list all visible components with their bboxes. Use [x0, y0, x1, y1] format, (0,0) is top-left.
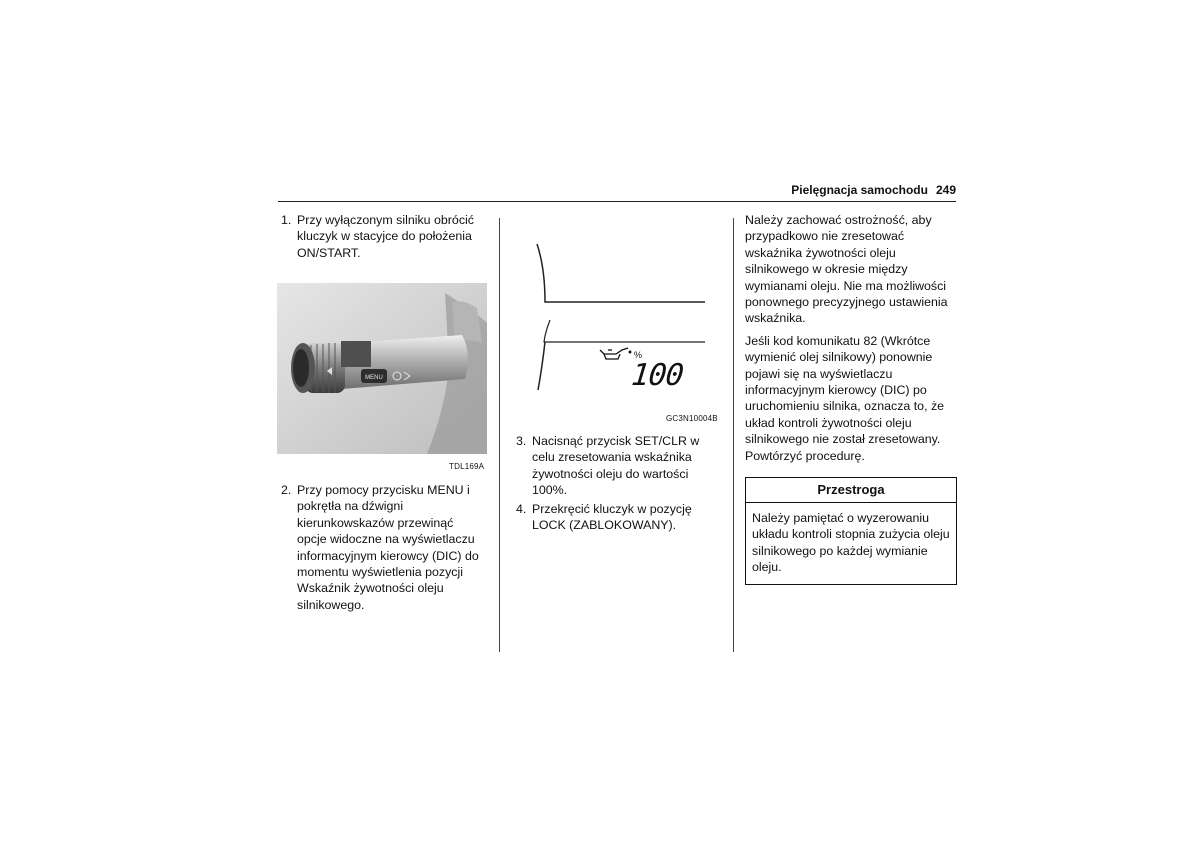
display-percent-sign: % — [634, 350, 643, 360]
step-2-number: 2. — [281, 483, 292, 497]
paragraph-2: Jeśli kod komunikatu 82 (Wkrótce wymienić olej silnikowy) ponownie pojawi się na wyświetlaczu informacyjnym kierowcy (DIC) po uruchomieniu silnika, oznacza to, że układ kontroli żywotności oleju silnikowego nie został zresetowany. Powtórzyć procedurę. — [745, 333, 945, 463]
step-1-text: Przy wyłączonym silniku obrócić kluczyk w stacyjce do położenia ON/START. — [297, 213, 474, 260]
dic-display-illustration — [520, 238, 725, 398]
paragraph-1: Należy zachować ostrożność, aby przypadkowo nie zresetować wskaźnika żywotności oleju silnikowego w okresie między wymianami oleju. Nie ma możliwości ponownego precyzyjnego ustawienia wskaźnika. — [745, 213, 948, 326]
display-value: 100 — [629, 358, 685, 393]
turn-signal-stalk-photo — [277, 283, 487, 454]
column-3-text — [745, 212, 957, 470]
oil-can-icon — [600, 348, 631, 359]
step-3-text: Nacisnąć przycisk SET/CLR w celu zresetowania wskaźnika żywotności oleju do wartości 100%. — [532, 434, 700, 498]
step-1-number: 1. — [281, 213, 292, 227]
photo-caption: TDL169A — [449, 462, 485, 471]
warning-title: Przestroga — [746, 478, 956, 503]
turn-signal-stalk-illustration — [277, 283, 487, 454]
section-title: Pielęgnacja samochodu — [791, 183, 928, 197]
step-2-text: Przy pomocy przycisku MENU i pokrętła na dźwigni kierunkowskazów przewinąć opcje widoczne na wyświetlaczu informacyjnym kierowcy (DIC) do momentu wyświetlenia pozycji Wskaźnik żywotności oleju silnikowego. — [297, 483, 479, 612]
step-2 — [281, 482, 486, 615]
warning-box — [745, 477, 957, 585]
step-4-number: 4. — [516, 501, 527, 516]
page-number: 249 — [935, 183, 956, 197]
page-header — [760, 183, 956, 197]
step-1 — [281, 212, 486, 263]
dic-display-figure — [520, 238, 725, 398]
warning-body: Należy pamiętać o wyzerowaniu układu kontroli stopnia zużycia oleju silnikowego po każdej wymianie oleju. — [752, 511, 950, 575]
figure-caption: GC3N10004B — [666, 414, 718, 423]
column-divider-right — [733, 218, 734, 652]
header-rule — [278, 201, 956, 202]
step-3-number: 3. — [516, 434, 527, 448]
step-3 — [516, 433, 724, 535]
column-divider-left — [499, 218, 500, 652]
step-4-text: Przekręcić kluczyk w pozycję LOCK (ZABLOKOWANY). — [532, 501, 692, 533]
menu-button-label: MENU — [365, 375, 383, 381]
